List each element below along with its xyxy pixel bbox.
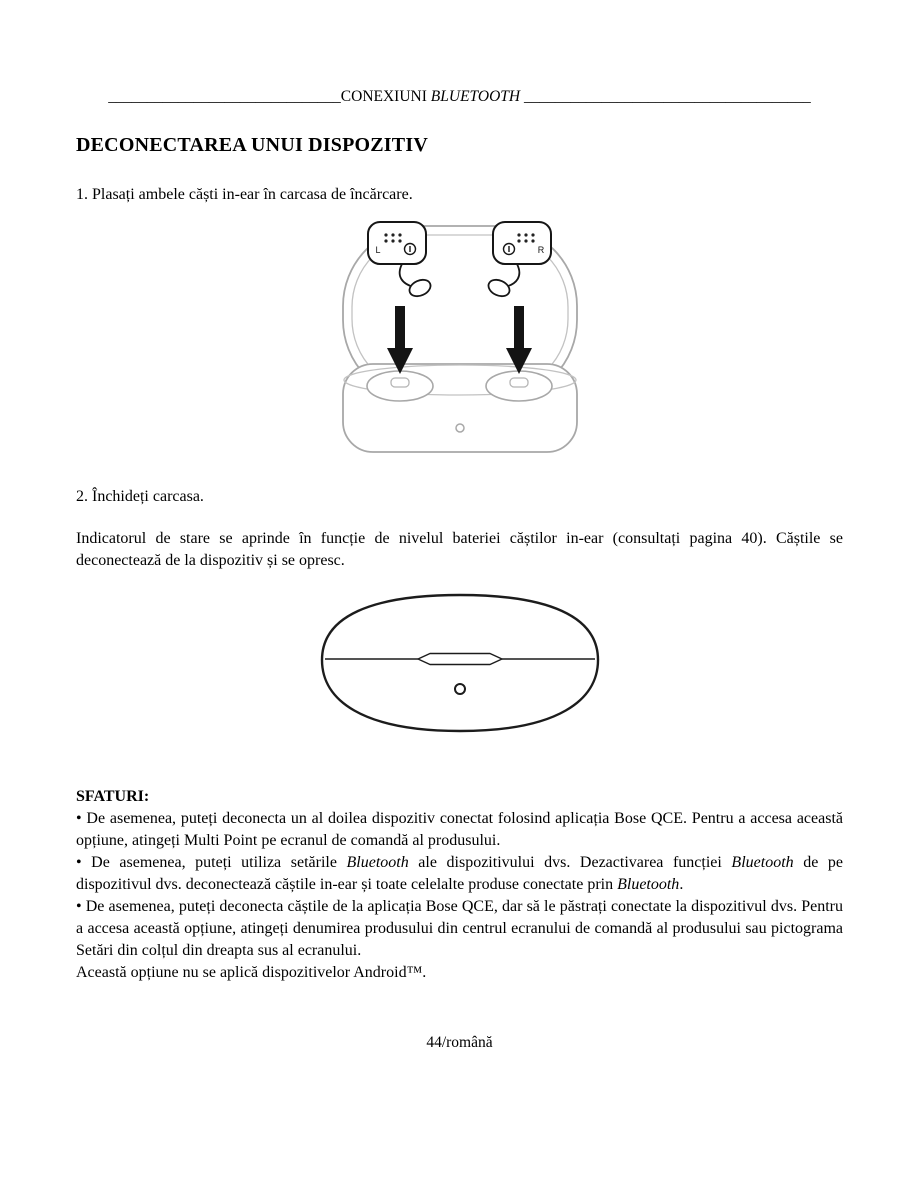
earbud-right-label: R <box>537 245 544 255</box>
tip-item-2: • De asemenea, puteți utiliza setările Bluetooth ale dispozitivului dvs. Dezactivarea funcției Bluetooth de pe dispozitivul dvs. deconectează căștile in-ear și toate celelalte produse conectate prin Bluetooth. <box>76 854 843 893</box>
header-rule-right: _____________________________________ <box>523 88 811 105</box>
closed-case-illustration <box>310 588 610 738</box>
figure-closed-case <box>76 588 843 738</box>
earbud-right <box>485 222 550 299</box>
open-case-illustration <box>332 214 588 456</box>
earbud-right-tip <box>485 277 511 300</box>
earbud-left-body <box>368 222 426 264</box>
section-heading: DECONECTAREA UNUI DISPOZITIV <box>76 134 428 156</box>
earbud-well-left <box>367 371 433 401</box>
page-header <box>76 86 843 108</box>
case-hinge-slot <box>418 654 502 665</box>
step-2-text: 2. Închideți carcasa. <box>76 488 204 505</box>
earbud-left <box>368 222 433 299</box>
status-indicator-paragraph: Indicatorul de stare se aprinde în funcție de nivelul bateriei căștilor in-ear (consultați pagina 40). Căștile se deconectează de la dispozitiv și se opresc. <box>76 530 843 569</box>
earbud-left-tip <box>406 277 432 300</box>
tip-note-android: Această opțiune nu se aplică dispozitivelor Android™. <box>76 964 427 981</box>
step-1-text: 1. Plasați ambele căști in-ear în carcasa de încărcare. <box>76 186 413 203</box>
figure-open-case <box>76 214 843 456</box>
header-rule-left: ______________________________ <box>108 88 341 105</box>
tip-item-3: • De asemenea, puteți deconecta căștile de la aplicația Bose QCE, dar să le păstrați conectate la dispozitivul dvs. Pentru a accesa această opțiune, atingeți denumirea produsului din centrul ecranului de comandă al produsului sau pictograma Setări din colțul din dreapta sus al ecranului. <box>76 898 843 959</box>
tips-section <box>76 786 843 984</box>
page-number: 44/română <box>426 1034 493 1051</box>
tips-heading: SFATURI: <box>76 788 150 805</box>
tip-item-1: • De asemenea, puteți deconecta un al doilea dispozitiv conectat folosind aplicația Bose QCE. Pentru a accesa această opțiune, atingeți Multi Point pe ecranul de comandă al produsului. <box>76 810 843 849</box>
header-title: CONEXIUNI BLUETOOTH <box>340 88 524 105</box>
earbud-left-label: L <box>374 245 381 255</box>
earbud-well-right <box>486 371 552 401</box>
earbud-right-body <box>493 222 551 264</box>
